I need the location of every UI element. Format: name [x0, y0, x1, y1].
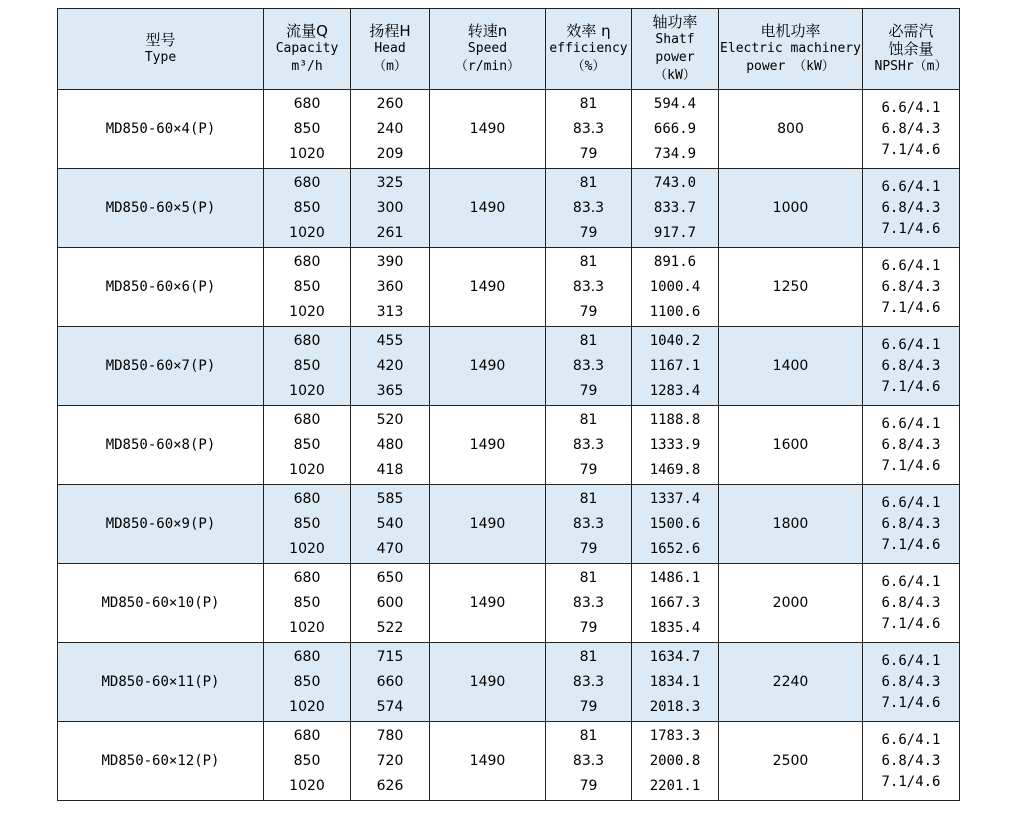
type-cell — [58, 564, 264, 643]
npshr-value: 6.6/4.1 — [881, 573, 941, 590]
capacity-cell — [264, 327, 351, 406]
efficiency-value: 83.3 — [572, 358, 605, 374]
capacity-value: 850 — [293, 358, 321, 374]
capacity-value: 1020 — [289, 383, 325, 399]
capacity-value: 680 — [293, 649, 321, 665]
type-value: MD850-60×4(P) — [105, 121, 216, 137]
speed-cell — [430, 485, 546, 564]
capacity-value: 850 — [293, 437, 321, 453]
head-value: 260 — [376, 96, 404, 112]
header-npsh-en: 蚀余量 — [888, 40, 934, 58]
head-value: 626 — [376, 778, 404, 794]
capacity-value: 850 — [293, 121, 321, 137]
table-row — [58, 327, 960, 406]
header-shaft-en: Shatf power — [655, 32, 695, 65]
head-value: 390 — [376, 254, 404, 270]
efficiency-value: 79 — [579, 304, 598, 320]
efficiency-value: 79 — [579, 778, 598, 794]
speed-value: 1490 — [469, 121, 506, 137]
efficiency-value: 83.3 — [572, 437, 605, 453]
efficiency-value: 81 — [579, 175, 598, 191]
head-value: 780 — [376, 728, 404, 744]
head-value: 360 — [376, 279, 404, 295]
head-value: 240 — [376, 121, 404, 137]
header-motor-unit: power （kW） — [746, 59, 835, 74]
type-cell — [58, 722, 264, 801]
head-cell — [351, 169, 430, 248]
head-value: 325 — [376, 175, 404, 191]
shaft-power-value: 2000.8 — [649, 753, 701, 769]
header-shaft-unit: （kW） — [654, 68, 696, 83]
shaft-power-value: 1652.6 — [649, 541, 701, 557]
npshr-cell — [863, 90, 960, 169]
head-value: 209 — [376, 146, 404, 162]
capacity-cell — [264, 722, 351, 801]
head-value: 313 — [376, 304, 404, 320]
capacity-value: 850 — [293, 516, 321, 532]
speed-value: 1490 — [469, 674, 506, 690]
type-cell — [58, 248, 264, 327]
head-value: 261 — [376, 225, 404, 241]
motor-power-value: 2000 — [772, 595, 809, 611]
npshr-cell — [863, 169, 960, 248]
head-cell — [351, 485, 430, 564]
npshr-value: 6.6/4.1 — [881, 494, 941, 511]
motor-power-value: 1250 — [772, 279, 809, 295]
header-head-cn: 扬程H — [369, 22, 411, 40]
shaft-power-cell — [632, 248, 719, 327]
npshr-cell — [863, 643, 960, 722]
capacity-cell — [264, 90, 351, 169]
header-shaft-power — [632, 9, 719, 90]
table-row — [58, 90, 960, 169]
capacity-cell — [264, 564, 351, 643]
npshr-cell — [863, 564, 960, 643]
motor-power-cell — [719, 90, 863, 169]
npshr-value: 6.8/4.3 — [881, 436, 941, 453]
efficiency-value: 83.3 — [572, 200, 605, 216]
npshr-cell — [863, 327, 960, 406]
type-cell — [58, 406, 264, 485]
motor-power-cell — [719, 327, 863, 406]
npshr-value: 6.8/4.3 — [881, 515, 941, 532]
table-row — [58, 643, 960, 722]
head-value: 480 — [376, 437, 404, 453]
efficiency-value: 83.3 — [572, 121, 605, 137]
speed-value: 1490 — [469, 516, 506, 532]
efficiency-cell — [546, 485, 632, 564]
efficiency-cell — [546, 722, 632, 801]
efficiency-value: 79 — [579, 541, 598, 557]
header-shaft-cn: 轴功率 — [652, 13, 698, 31]
shaft-power-value: 1834.1 — [649, 674, 701, 690]
type-cell — [58, 90, 264, 169]
shaft-power-value: 1469.8 — [649, 462, 701, 478]
capacity-value: 680 — [293, 254, 321, 270]
head-cell — [351, 564, 430, 643]
header-motor-en: Electric machinery — [720, 41, 861, 56]
header-head-unit: （m） — [373, 59, 407, 74]
npshr-value: 7.1/4.6 — [881, 220, 941, 237]
shaft-power-value: 2018.3 — [649, 699, 701, 715]
npshr-value: 6.8/4.3 — [881, 120, 941, 137]
efficiency-cell — [546, 564, 632, 643]
head-cell — [351, 327, 430, 406]
npshr-value: 7.1/4.6 — [881, 299, 941, 316]
npshr-value: 6.8/4.3 — [881, 357, 941, 374]
speed-value: 1490 — [469, 279, 506, 295]
table-header — [58, 9, 960, 90]
capacity-value: 850 — [293, 674, 321, 690]
header-type-en: Type — [144, 50, 177, 65]
shaft-power-cell — [632, 485, 719, 564]
speed-cell — [430, 327, 546, 406]
shaft-power-value: 1486.1 — [649, 570, 701, 586]
speed-cell — [430, 90, 546, 169]
head-value: 522 — [376, 620, 404, 636]
header-npshr — [863, 9, 960, 90]
head-value: 540 — [376, 516, 404, 532]
efficiency-value: 81 — [579, 570, 598, 586]
npshr-value: 6.8/4.3 — [881, 594, 941, 611]
npshr-value: 6.6/4.1 — [881, 652, 941, 669]
efficiency-value: 81 — [579, 491, 598, 507]
header-efficiency-unit: （%） — [571, 59, 606, 74]
npshr-cell — [863, 248, 960, 327]
shaft-power-cell — [632, 722, 719, 801]
npshr-cell — [863, 485, 960, 564]
shaft-power-cell — [632, 169, 719, 248]
efficiency-value: 81 — [579, 649, 598, 665]
speed-cell — [430, 564, 546, 643]
motor-power-cell — [719, 485, 863, 564]
header-speed-cn: 转速n — [467, 22, 508, 40]
shaft-power-value: 1100.6 — [649, 304, 701, 320]
head-value: 600 — [376, 595, 404, 611]
speed-cell — [430, 169, 546, 248]
head-value: 300 — [376, 200, 404, 216]
table-row — [58, 406, 960, 485]
capacity-value: 680 — [293, 570, 321, 586]
capacity-value: 680 — [293, 96, 321, 112]
capacity-cell — [264, 169, 351, 248]
capacity-value: 850 — [293, 595, 321, 611]
header-capacity-unit: m³/h — [291, 59, 323, 74]
npshr-value: 7.1/4.6 — [881, 378, 941, 395]
header-efficiency-en: efficiency — [549, 41, 628, 56]
type-value: MD850-60×12(P) — [101, 753, 220, 769]
head-value: 715 — [376, 649, 404, 665]
capacity-value: 850 — [293, 753, 321, 769]
head-value: 650 — [376, 570, 404, 586]
efficiency-value: 81 — [579, 412, 598, 428]
type-value: MD850-60×8(P) — [105, 437, 216, 453]
motor-power-cell — [719, 248, 863, 327]
speed-value: 1490 — [469, 437, 506, 453]
motor-power-cell — [719, 564, 863, 643]
efficiency-value: 83.3 — [572, 516, 605, 532]
shaft-power-value: 1337.4 — [649, 491, 701, 507]
shaft-power-cell — [632, 564, 719, 643]
header-type — [58, 9, 264, 90]
shaft-power-value: 743.0 — [653, 175, 697, 191]
npshr-value: 6.8/4.3 — [881, 278, 941, 295]
head-value: 470 — [376, 541, 404, 557]
speed-value: 1490 — [469, 595, 506, 611]
npshr-value: 6.8/4.3 — [881, 199, 941, 216]
head-cell — [351, 643, 430, 722]
motor-power-value: 2500 — [772, 753, 809, 769]
capacity-cell — [264, 643, 351, 722]
npshr-value: 6.6/4.1 — [881, 415, 941, 432]
table-body — [58, 90, 960, 801]
head-value: 720 — [376, 753, 404, 769]
shaft-power-value: 2201.1 — [649, 778, 701, 794]
capacity-value: 1020 — [289, 541, 325, 557]
efficiency-cell — [546, 643, 632, 722]
pump-spec-table — [57, 8, 960, 801]
head-value: 420 — [376, 358, 404, 374]
shaft-power-value: 1634.7 — [649, 649, 701, 665]
capacity-cell — [264, 406, 351, 485]
table-row — [58, 564, 960, 643]
header-capacity-cn: 流量Q — [286, 22, 328, 40]
npshr-cell — [863, 722, 960, 801]
efficiency-value: 83.3 — [572, 595, 605, 611]
capacity-value: 680 — [293, 175, 321, 191]
efficiency-value: 81 — [579, 333, 598, 349]
npshr-value: 7.1/4.6 — [881, 536, 941, 553]
motor-power-cell — [719, 169, 863, 248]
shaft-power-value: 1188.8 — [649, 412, 701, 428]
head-value: 585 — [376, 491, 404, 507]
shaft-power-cell — [632, 406, 719, 485]
head-value: 520 — [376, 412, 404, 428]
shaft-power-value: 1783.3 — [649, 728, 701, 744]
speed-value: 1490 — [469, 200, 506, 216]
speed-cell — [430, 643, 546, 722]
efficiency-value: 79 — [579, 146, 598, 162]
speed-cell — [430, 406, 546, 485]
shaft-power-cell — [632, 643, 719, 722]
npshr-value: 7.1/4.6 — [881, 457, 941, 474]
shaft-power-value: 1500.6 — [649, 516, 701, 532]
shaft-power-value: 1835.4 — [649, 620, 701, 636]
header-npsh-cn: 必需汽 — [888, 22, 934, 40]
capacity-value: 850 — [293, 279, 321, 295]
capacity-value: 1020 — [289, 699, 325, 715]
header-npsh-unit: NPSHr（m） — [874, 59, 948, 74]
capacity-value: 680 — [293, 412, 321, 428]
efficiency-value: 81 — [579, 728, 598, 744]
capacity-cell — [264, 248, 351, 327]
npshr-value: 7.1/4.6 — [881, 694, 941, 711]
shaft-power-value: 1167.1 — [649, 358, 701, 374]
shaft-power-value: 1040.2 — [649, 333, 701, 349]
motor-power-value: 1000 — [772, 200, 809, 216]
header-motor-cn: 电机功率 — [760, 22, 821, 40]
shaft-power-value: 1283.4 — [649, 383, 701, 399]
shaft-power-value: 833.7 — [653, 200, 697, 216]
head-value: 365 — [376, 383, 404, 399]
head-cell — [351, 248, 430, 327]
capacity-value: 1020 — [289, 146, 325, 162]
head-cell — [351, 90, 430, 169]
shaft-power-cell — [632, 327, 719, 406]
npshr-value: 7.1/4.6 — [881, 615, 941, 632]
motor-power-value: 1400 — [772, 358, 809, 374]
shaft-power-value: 666.9 — [653, 121, 697, 137]
efficiency-value: 83.3 — [572, 674, 605, 690]
npshr-value: 6.8/4.3 — [881, 673, 941, 690]
header-capacity — [264, 9, 351, 90]
npshr-value: 6.6/4.1 — [881, 178, 941, 195]
type-cell — [58, 169, 264, 248]
type-cell — [58, 327, 264, 406]
shaft-power-value: 917.7 — [653, 225, 697, 241]
npshr-value: 6.6/4.1 — [881, 731, 941, 748]
motor-power-value: 1600 — [772, 437, 809, 453]
motor-power-value: 1800 — [772, 516, 809, 532]
npshr-value: 6.6/4.1 — [881, 99, 941, 116]
table-row — [58, 169, 960, 248]
npshr-value: 6.8/4.3 — [881, 752, 941, 769]
head-value: 574 — [376, 699, 404, 715]
efficiency-cell — [546, 169, 632, 248]
motor-power-value: 2240 — [772, 674, 809, 690]
capacity-value: 680 — [293, 333, 321, 349]
table-row — [58, 485, 960, 564]
type-value: MD850-60×11(P) — [101, 674, 220, 690]
type-cell — [58, 643, 264, 722]
head-value: 660 — [376, 674, 404, 690]
header-speed-unit: （r/min） — [454, 59, 521, 74]
efficiency-value: 83.3 — [572, 753, 605, 769]
type-cell — [58, 485, 264, 564]
table-row — [58, 248, 960, 327]
efficiency-cell — [546, 248, 632, 327]
speed-value: 1490 — [469, 358, 506, 374]
npshr-value: 6.6/4.1 — [881, 336, 941, 353]
efficiency-value: 83.3 — [572, 279, 605, 295]
capacity-value: 850 — [293, 200, 321, 216]
capacity-value: 1020 — [289, 620, 325, 636]
npshr-value: 7.1/4.6 — [881, 773, 941, 790]
type-value: MD850-60×10(P) — [101, 595, 220, 611]
header-head — [351, 9, 430, 90]
header-type-cn: 型号 — [145, 31, 176, 49]
head-value: 455 — [376, 333, 404, 349]
motor-power-cell — [719, 643, 863, 722]
efficiency-value: 79 — [579, 225, 598, 241]
table-row — [58, 722, 960, 801]
efficiency-value: 79 — [579, 699, 598, 715]
type-value: MD850-60×9(P) — [105, 516, 216, 532]
shaft-power-value: 1667.3 — [649, 595, 701, 611]
npshr-value: 7.1/4.6 — [881, 141, 941, 158]
type-value: MD850-60×7(P) — [105, 358, 216, 374]
type-value: MD850-60×5(P) — [105, 200, 216, 216]
head-cell — [351, 406, 430, 485]
speed-value: 1490 — [469, 753, 506, 769]
efficiency-value: 79 — [579, 620, 598, 636]
motor-power-cell — [719, 722, 863, 801]
head-cell — [351, 722, 430, 801]
header-motor-power — [719, 9, 863, 90]
motor-power-value: 800 — [777, 121, 804, 137]
header-speed — [430, 9, 546, 90]
shaft-power-value: 1000.4 — [649, 279, 701, 295]
efficiency-value: 81 — [579, 96, 598, 112]
npshr-value: 6.6/4.1 — [881, 257, 941, 274]
capacity-value: 1020 — [289, 304, 325, 320]
capacity-value: 680 — [293, 728, 321, 744]
shaft-power-cell — [632, 90, 719, 169]
header-efficiency — [546, 9, 632, 90]
capacity-cell — [264, 485, 351, 564]
efficiency-cell — [546, 90, 632, 169]
efficiency-value: 79 — [579, 383, 598, 399]
head-value: 418 — [376, 462, 404, 478]
capacity-value: 1020 — [289, 462, 325, 478]
header-head-en: Head — [374, 41, 406, 56]
type-value: MD850-60×6(P) — [105, 279, 216, 295]
header-speed-en: Speed — [467, 41, 508, 56]
efficiency-cell — [546, 327, 632, 406]
speed-cell — [430, 248, 546, 327]
speed-cell — [430, 722, 546, 801]
shaft-power-value: 734.9 — [653, 146, 697, 162]
shaft-power-value: 891.6 — [653, 254, 697, 270]
capacity-value: 1020 — [289, 225, 325, 241]
motor-power-cell — [719, 406, 863, 485]
shaft-power-value: 594.4 — [653, 96, 697, 112]
capacity-value: 680 — [293, 491, 321, 507]
capacity-value: 1020 — [289, 778, 325, 794]
efficiency-cell — [546, 406, 632, 485]
npshr-cell — [863, 406, 960, 485]
shaft-power-value: 1333.9 — [649, 437, 701, 453]
header-capacity-en: Capacity — [275, 41, 339, 56]
header-efficiency-cn: 效率 η — [566, 22, 611, 40]
efficiency-value: 81 — [579, 254, 598, 270]
efficiency-value: 79 — [579, 462, 598, 478]
